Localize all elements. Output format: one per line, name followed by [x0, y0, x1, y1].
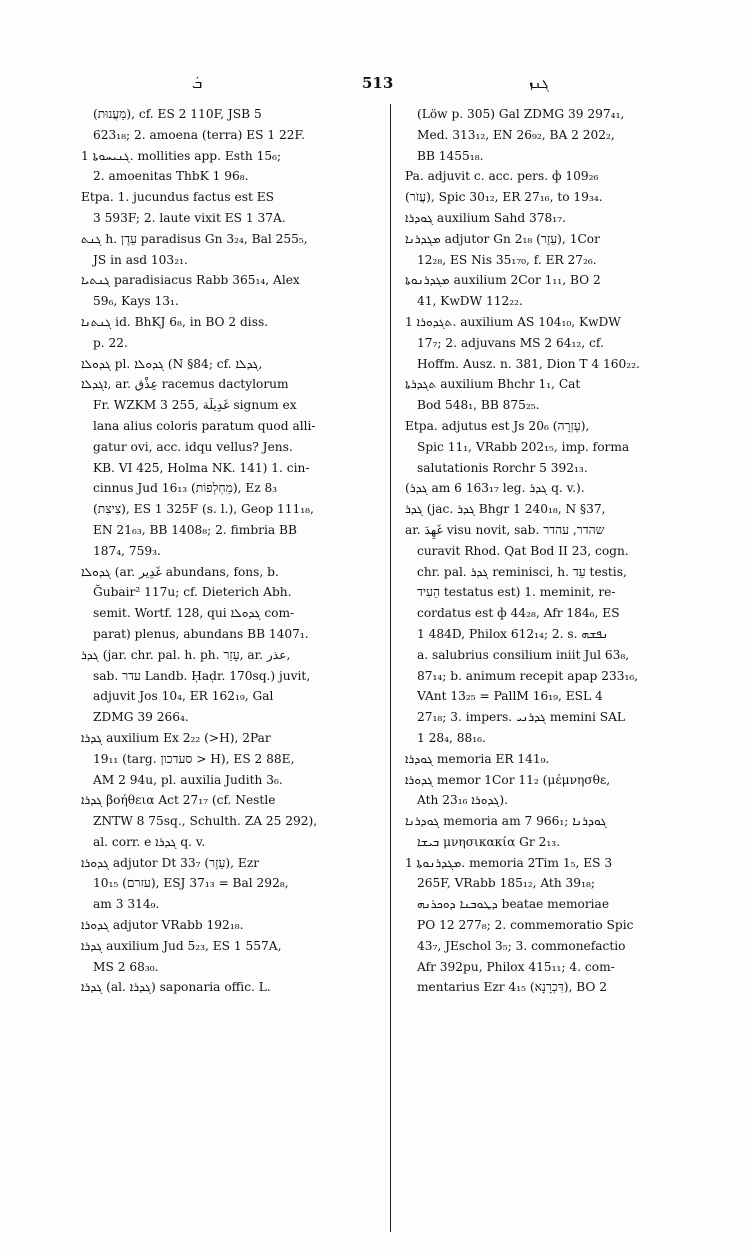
entry-line: Etpa. 1. jucundus factus est ES	[81, 190, 275, 205]
entry-line: Ath 23₁₆ ܓܕܘܪܐ).	[417, 793, 509, 808]
entry-line: ܓܕܘܪܐ adjutor Dt 33₇ (עֵזֶר), Ezr	[81, 855, 260, 870]
entry-line: ܒܝܫܐ μνησικακία Gr 2₁₃.	[417, 834, 561, 849]
entry-line: ar. غَهِدَ visu novit, sab. שהדר, עהדר	[405, 522, 605, 537]
entry-line: 27₁₈; 3. impers. ܓܕܪܢܝ memini SAL	[417, 710, 626, 725]
entry-line: ܓܢܬܢܐ id. BhKJ 6₈, in BO 2 diss.	[81, 314, 269, 329]
entry-line: Ğubair² 117u; cf. Dieterich Abh.	[93, 585, 292, 600]
entry-line: 41, KwDW 112₂₂.	[417, 294, 523, 309]
left-column	[81, 104, 377, 998]
entry-line: 19₁₁ (targ. סעדכון > H), ES 2 88E,	[93, 751, 295, 766]
entry-line: cinnus Jud 16₁₃ (מַחְלְפוֹת), Ez 8₃	[93, 481, 278, 496]
entry-line: ܓܘܕܪܐ memoria ER 141₉.	[405, 751, 550, 766]
entry-line: (ܓܕܪ am 6 163₁₇ leg. ܓܕܪ q. v.).	[405, 481, 585, 496]
header-left-letter: ܒܿ	[192, 74, 203, 92]
entry-line: Bod 548₁, BB 875₂₅.	[417, 398, 540, 413]
entry-line: 3 593F; 2. laute vixit ES 1 37A.	[93, 210, 286, 225]
entry-line: (מַעֲנוּת), cf. ES 2 110F, JSB 5	[93, 107, 262, 121]
entry-line: ܓܕܘܪܐ adjutor VRabb 192₁₈.	[81, 918, 244, 933]
entry-line: p. 22.	[93, 335, 128, 350]
entry-line: chr. pal. ܓܕܪ reminisci, h. עֵד testis,	[417, 564, 627, 579]
entry-line: Fr. WZKM 3 255, غَدِيلَة signum ex	[93, 398, 297, 413]
entry-line: ܬܓܕܪܬܐ auxilium Bhchr 1₁, Cat	[405, 377, 581, 392]
entry-line: (עֲזֹר), Spic 30₁₂, ER 27₁₆, to 19₃₄.	[405, 190, 603, 205]
entry-line: VAnt 13₂₅ = PallM 16₁₉, ESL 4	[417, 689, 603, 704]
entry-line: ZNTW 8 75sq., Schulth. ZA 25 292),	[93, 814, 318, 829]
entry-line: 12₂₈, ES Nis 35₁₇₀, f. ER 27₂₆.	[417, 252, 597, 267]
entry-line: הֵעִיד testatus est) 1. meminit, re-	[417, 585, 616, 600]
page-number: 513	[362, 74, 394, 92]
entry-line: al. corr. e ܓܕܪܐ q. v.	[93, 834, 206, 849]
entry-line: ܐܓܕܠܐ, ar. عِذْق racemus dactylorum	[81, 377, 289, 392]
entry-line: 623₁₈; 2. amoena (terra) ES 1 22F.	[93, 127, 305, 142]
entry-line: ܡܓܕܪܢܘܬܐ auxilium 2Cor 1₁₁, BO 2	[405, 273, 601, 288]
entry-line: 87₁₄; b. animum recepit apap 233₁₆,	[417, 668, 639, 683]
entry-line: BB 1455₁₈.	[417, 148, 484, 163]
entry-line: ܬܓܕܘܪܐ 1. auxilium AS 104₁₀, KwDW	[405, 314, 621, 329]
entry-line: 265F, VRabb 185₁₂, Ath 39₁₈;	[417, 876, 595, 891]
entry-line: ܓܕܪܐ (al. ܓܕܪܐ) saponaria offic. L.	[81, 980, 271, 995]
entry-line: semit. Wortf. 128, qui ܓܕܘܠܐ com-	[93, 606, 295, 621]
entry-line: MS 2 68₃₀.	[93, 959, 159, 974]
entry-line: sab. עדר Landb. Ḥaḍr. 170sq.) juvit,	[93, 668, 311, 683]
entry-line: 10₁₅ (עזרם), ESJ 37₁₃ = Bal 292₈,	[93, 876, 289, 891]
entry-line: ܓܕܘܠܐ pl. ܓܕܘܠܐ (N §84; cf. ܓܕܠܐ,	[81, 356, 263, 371]
entry-line: ܓܢܬܝܐ paradisiacus Rabb 365₁₄, Alex	[81, 273, 300, 288]
entry-line: ܓܕܪܐ βοήθεια Act 27₁₇ (cf. Nestle	[81, 793, 276, 808]
entry-line: ܓܕܘܠܐ (ar. غَدِير abundans, fons, b.	[81, 564, 279, 579]
entry-line: gatur ovi, acc. idqu vellus? Jens.	[93, 439, 293, 454]
entry-line: ܓܘܕܪܐ auxilium Sahd 378₁₇.	[405, 210, 566, 225]
entry-line: ܓܘܕܪܢܐ memoria am 7 966₁; ܓܘܕܪܢܐ	[405, 814, 607, 829]
entry-line: cordatus est ф 44₂₈, Afr 184₆, ES	[417, 606, 620, 621]
entry-line: ܓܢܝܚܘܬܐ 1. mollities app. Esth 15₆;	[81, 148, 282, 163]
entry-line: KB. VI 425, Holma NK. 141) 1. cin-	[93, 460, 310, 475]
entry-line: 1 28₄, 88₁₆.	[417, 730, 486, 745]
entry-line: Hoffm. Ausz. n. 381, Dion T 4 160₂₂.	[417, 356, 640, 371]
entry-line: ܡܓܕܪܢܘܬܐ 1. memoria 2Tim 1₅, ES 3	[405, 855, 613, 870]
entry-line: ܓܕܪܐ auxilium Jud 5₂₃, ES 1 557A,	[81, 938, 282, 953]
entry-line: curavit Rhod. Qat Bod II 23, cogn.	[417, 543, 629, 558]
entry-line: 59₆, Kays 13₁.	[93, 294, 179, 309]
entry-line: 43₇, JEschol 3₅; 3. commonefactio	[417, 938, 626, 953]
entry-line: JS in asd 103₂₁.	[93, 252, 188, 267]
entry-line: PO 12 277₈; 2. commemoratio Spic	[417, 918, 634, 933]
entry-line: Med. 313₁₂, EN 26₉₂, BA 2 202₂,	[417, 127, 615, 142]
entry-line: AM 2 94u, pl. auxilia Judith 3₆.	[93, 772, 283, 787]
header-right-word: ܓܢܙ	[529, 74, 550, 92]
entry-line: a. salubrius consilium iniit Jul 63₈,	[417, 647, 630, 662]
entry-line: lana alius coloris paratum quod alli-	[93, 418, 316, 433]
entry-line: ܓܕܪ (jar. chr. pal. h. ph. עָזַר, ar. عذر,	[81, 647, 291, 662]
entry-line: 187₄, 759₃.	[93, 543, 161, 558]
right-column	[405, 104, 707, 998]
entry-line: salutationis Rorchr 5 392₁₃.	[417, 460, 588, 475]
running-head	[0, 74, 750, 96]
entry-line: ZDMG 39 266₄.	[93, 710, 189, 725]
column-divider	[390, 104, 391, 1232]
entry-line: parat) plenus, abundans BB 1407₁.	[93, 626, 309, 641]
entry-line: mentarius Ezr 4₁₅ (דִּכְרָנָא), BO 2	[417, 980, 608, 995]
entry-line: Pa. adjuvit c. acc. pers. ф 109₂₆	[405, 169, 599, 184]
entry-line: Spic 11₁, VRabb 202₁₅, imp. forma	[417, 439, 630, 454]
entry-line: 2. amoenitas ThbK 1 96₈.	[93, 169, 249, 184]
entry-line: EN 21₆₃, BB 1408₈; 2. fimbria BB	[93, 522, 297, 537]
entry-line: Etpa. adjutus est Js 20₆ (עֶזְרָה),	[405, 418, 590, 433]
entry-line: (צִיצִת), ES 1 325F (s. l.), Geop 111₁₈,	[93, 502, 314, 517]
entry-line: Afr 392pu, Philox 415₁₁; 4. com-	[417, 959, 615, 974]
entry-line: adjuvit Jos 10₄, ER 162₁₉, Gal	[93, 689, 274, 704]
entry-line: ܓܕܪ (jac. ܓܕܪ Bhgr 1 240₁₈, N §37,	[405, 502, 606, 517]
entry-line: am 3 314₉.	[93, 897, 160, 912]
entry-line: ܓܕܘܪܐ memor 1Cor 11₂ (μέμνησθε,	[405, 772, 611, 787]
entry-line: ܡܓܕܪܢܐ adjutor Gn 2₁₈ (עֵזֶר), 1Cor	[405, 231, 600, 246]
entry-line: ܓܢܬ h. עֵדֶן paradisus Gn 3₂₄, Bal 255₅,	[81, 231, 308, 246]
entry-line: (Löw p. 305) Gal ZDMG 39 297₄₁,	[417, 107, 625, 121]
entry-line: ܓܕܪܐ auxilium Ex 2₂₂ (>H), 2Par	[81, 730, 271, 745]
entry-line: ܕܛܘܒܢܐ ܕܘܟܪܢܗ beatae memoriae	[417, 897, 610, 912]
entry-line: 17₇; 2. adjuvans MS 2 64₁₂, cf.	[417, 335, 604, 350]
entry-line: 1 484D, Philox 612₁₄; 2. s. ܢܦܫܗ	[417, 626, 609, 641]
